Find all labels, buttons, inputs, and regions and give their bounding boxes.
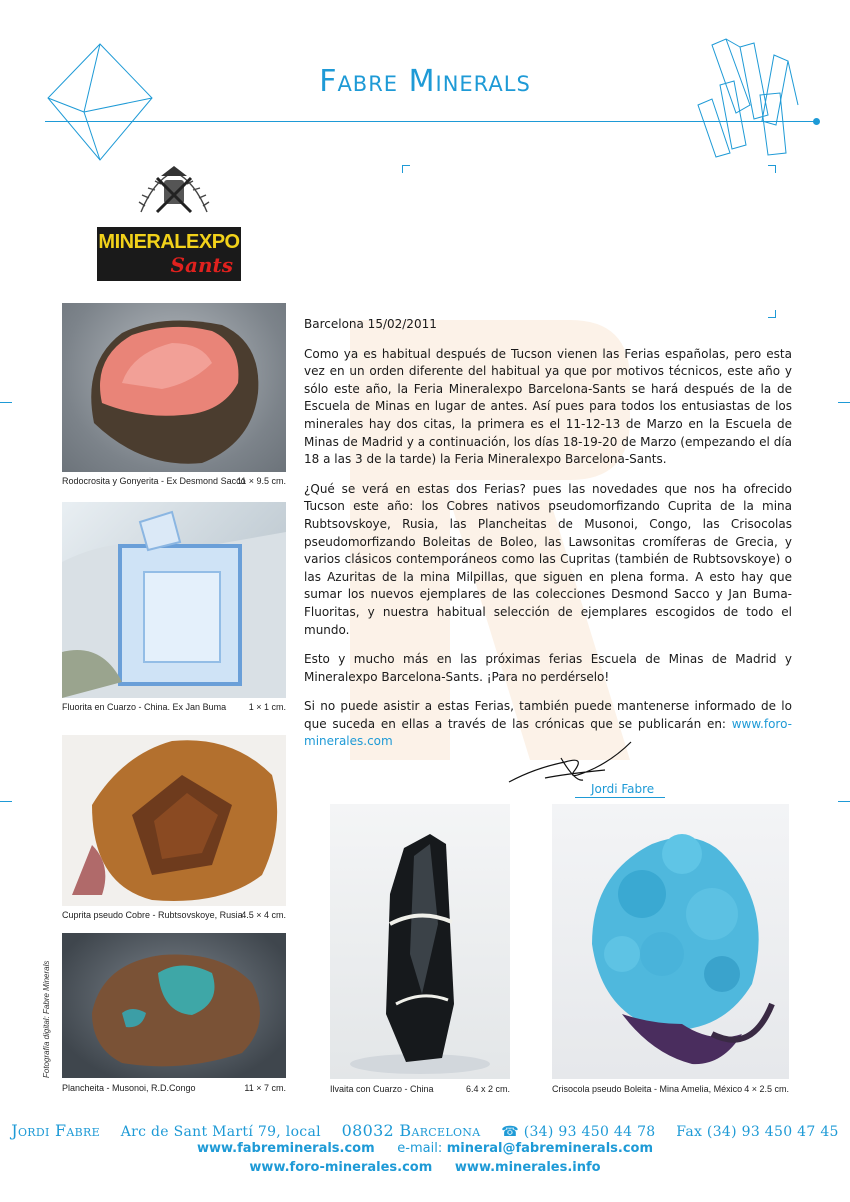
caption-plancheita (62, 1083, 286, 1093)
caption-size: 4.5 × 4 cm. (241, 910, 286, 920)
photo-plancheita (62, 933, 286, 1078)
footer-city: 08032 Barcelona (341, 1121, 481, 1140)
crystal-outline-icon (44, 40, 156, 165)
footer-contact-line (0, 1141, 850, 1156)
foro-minerales-link[interactable]: www.foro-minerales.com (304, 716, 792, 749)
letter-paragraph-1: Como ya es habitual después de Tucson vienen las Ferias españolas, pero esta vez en un orden diferente del habitual ya que por motivos técnicos, este año y sólo este año, la Feria Mineralexpo Barcelona-Sants se hará después de la de Escuela de Minas en lugar de antes. Así pues para todos los entusiastas de los minerales hay dos citas, la primera es el 11-12-13 de Marzo en la Escuela de Minas de Madrid y a continuación, los días 18-19-20 de Marzo (empezando el día 18 a las 3 de la tarde) la Feria Mineralexpo Barcelona-Sants. (304, 346, 792, 467)
caption-text: Rodocrosita y Gonyerita - Ex Desmond Sacco (62, 476, 246, 486)
signature-rule (575, 797, 665, 798)
caption-size: 4 × 2.5 cm. (744, 1084, 789, 1094)
crystal-cluster-icon (690, 35, 810, 160)
corner-tick (775, 165, 776, 173)
caption-text: Fluorita en Cuarzo - China. Ex Jan Buma (62, 702, 227, 712)
photo-credit: Fotografía digital: Fabre Minerals (42, 960, 51, 1078)
letter-date: Barcelona 15/02/2011 (304, 317, 437, 331)
caption-size: 1 × 1 cm. (248, 702, 286, 712)
caption-text: Cuprita pseudo Cobre - Rubtsovskoye, Rusia (62, 910, 243, 920)
footer-web1[interactable]: www.fabreminerals.com (196, 1141, 375, 1156)
footer-address: Arc de Sant Martí 79, local (120, 1124, 321, 1140)
margin-tick (838, 801, 850, 802)
signature-name: Jordi Fabre (591, 782, 655, 796)
header-rule-dot (813, 118, 820, 125)
caption-text: Plancheita - Musonoi, R.D.Congo (62, 1083, 196, 1093)
page-title: Fabre Minerals (319, 64, 531, 99)
signature-scribble (505, 738, 635, 788)
caption-text: Crisocola pseudo Boleita - Mina Amelia, México (552, 1084, 743, 1094)
caption-rodocrosita (62, 476, 286, 486)
footer-address-line (0, 1121, 850, 1140)
letter-body (304, 316, 792, 763)
corner-tick (402, 165, 410, 166)
photo-fluorita (62, 502, 286, 698)
footer-email[interactable]: mineral@fabreminerals.com (446, 1141, 654, 1156)
letter-paragraph-4-text: Si no puede asistir a estas Ferias, también puede mantenerse informado de lo que suceda en ellas a través de las crónicas que se publicarán en: (304, 699, 792, 731)
margin-tick (838, 402, 850, 403)
caption-fluorita (62, 702, 286, 712)
caption-ilvaita (330, 1084, 510, 1094)
caption-size: 11 × 7 cm. (244, 1083, 286, 1093)
footer-phone: ☎ (34) 93 450 44 78 (501, 1124, 656, 1140)
caption-crisocola (552, 1084, 789, 1094)
photo-rodocrosita (62, 303, 286, 472)
corner-tick (402, 165, 403, 173)
mineralexpo-logo (97, 227, 241, 281)
caption-cuprita (62, 910, 286, 920)
caption-size: 6.4 x 2 cm. (465, 1084, 510, 1094)
margin-tick (0, 801, 12, 802)
photo-crisocola (552, 804, 789, 1079)
corner-tick (768, 165, 776, 166)
footer-web3[interactable]: www.minerales.info (454, 1160, 601, 1175)
photo-ilvaita (330, 804, 510, 1079)
letter-paragraph-2: ¿Qué se verá en estas dos Ferias? pues las novedades que nos ha ofrecido Tucson este año: los Cobres nativos pseudomorfizando Cuprita de la mina Rubtsovskoye, Rusia, las Plancheitas de Musonoi, Congo, las Crisocolas pseudomorfizando Boleitas de Boleo, las Lawsonitas cromíferas de Grecia, y varios clásicos contemporáneos como las Cupritas (también de Rubtsovskoye) o las Azuritas de la mina Milpillas, que siguen en plena forma. A esto hay que sumar los nuevos ejemplares de las colecciones Desmond Sacco y Jan Buma-Fluoritas, y nuestra habitual selección de ejemplares escogidos de todo el mundo. (304, 481, 792, 637)
escuela-minas-emblem (133, 162, 215, 222)
footer-name: Jordi Fabre (11, 1121, 100, 1140)
footer-web-line (0, 1160, 850, 1175)
photo-cuprita (62, 735, 286, 906)
letter-paragraph-3: Esto y mucho más en las próximas ferias Escuela de Minas de Madrid y Mineralexpo Barcelona-Sants. ¡Para no perdérselo! (304, 652, 792, 684)
footer-fax: Fax (34) 93 450 47 45 (676, 1124, 839, 1140)
mineralexpo-logo-line1: MINERALEXPO (98, 231, 240, 253)
mineralexpo-logo-line2: Sants (170, 253, 233, 277)
footer-email-label: e-mail: (397, 1141, 443, 1156)
caption-text: Ilvaita con Cuarzo - China (330, 1084, 434, 1094)
caption-size: 11 × 9.5 cm. (236, 476, 286, 486)
footer-web2[interactable]: www.foro-minerales.com (249, 1160, 433, 1175)
margin-tick (0, 402, 12, 403)
